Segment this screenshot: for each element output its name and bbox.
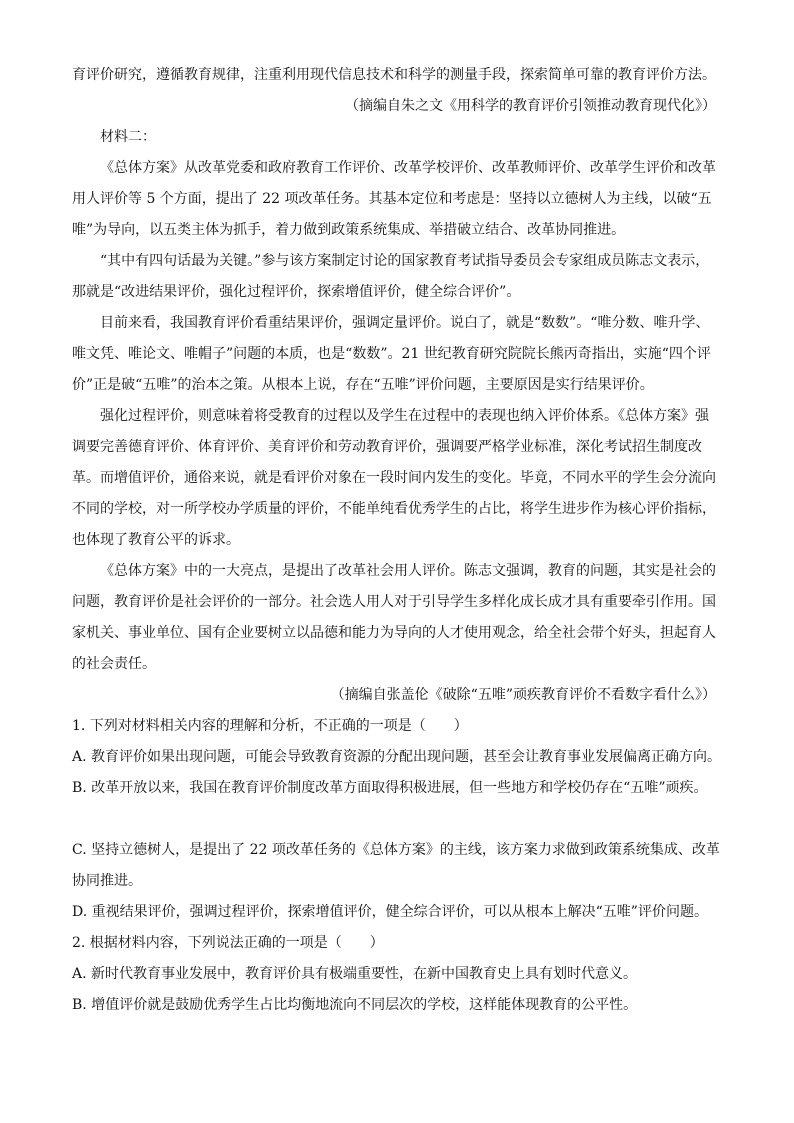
paragraph-4: 强化过程评价，则意味着将受教育的过程以及学生在过程中的表现也纳入评价体系。《总体方案》强调要完善德育评价、体育评价、美育评价和劳动教育评价，强调要严格学业标准，深化考试招生制度改革。而增值评价，通俗来说，就是看评价对象在一段时间内发生的变化。毕竟，不同水平的学生会分流向不同的学校，对一所学校办学质量的评价，不能单纯看优秀学生的占比，将学生进步作为核心评价指标，也体现了教育公平的诉求。 xyxy=(72,408,716,548)
source-citation-1: （摘编自朱之文《用科学的教育评价引领推动教育现代化》） xyxy=(345,98,716,114)
question-1: 1. 下列对材料相关内容的理解和分析，不正确的一项是（ ） xyxy=(72,718,468,734)
material-two-label: 材料二： xyxy=(100,129,156,145)
question-1-option-b: B. 改革开放以来，我国在教育评价制度改革方面取得积极进展，但一些地方和学校仍存在“五唯”顽疾。 xyxy=(72,780,708,796)
source-citation-2: （摘编自张盖伦《破除“五唯”顽疾教育评价不看数字看什么》） xyxy=(330,687,716,703)
question-1-option-d: D. 重视结果评价，强调过程评价，探索增值评价，健全综合评价，可以从根本上解决“五唯”评价问题。 xyxy=(72,904,708,920)
question-2-option-a: A. 新时代教育事业发展中，教育评价具有极端重要性，在新中国教育史上具有划时代意义。 xyxy=(72,966,638,982)
spacer xyxy=(72,804,722,835)
paragraph-continuation: 育评价研究，遵循教育规律，注重利用现代信息技术和科学的测量手段，探索简单可靠的教育评价方法。 xyxy=(72,67,716,83)
document-page xyxy=(72,60,722,1021)
paragraph-3: 目前来看，我国教育评价看重结果评价，强调定量评价。说白了，就是“数数”。“唯分数、唯升学、唯文凭、唯论文、唯帽子”问题的本质，也是“数数”。21 世纪教育研究院院长熊丙奇指出，实施“四个评价”正是破“五唯”的治本之策。从根本上说，存在“五唯”评价问题，主要原因是实行结果评价。 xyxy=(72,315,711,393)
paragraph-5: 《总体方案》中的一大亮点，是提出了改革社会用人评价。陈志文强调，教育的问题，其实是社会的问题，教育评价是社会评价的一部分。社会选人用人对于引导学生多样化成长成才具有重要牵引作用。国家机关、事业单位、国有企业要树立以品德和能力为导向的人才使用观念，给全社会带个好头，担起育人的社会责任。 xyxy=(72,563,716,672)
question-1-option-c: C. 坚持立德树人，是提出了 22 项改革任务的《总体方案》的主线，该方案力求做到政策系统集成、改革协同推进。 xyxy=(72,842,720,889)
paragraph-1: 《总体方案》从改革党委和政府教育工作评价、改革学校评价、改革教师评价、改革学生评价和改革用人评价等 5 个方面，提出了 22 项改革任务。其基本定位和考虑是：坚持以立德树人为主线，以破“五唯”为导向，以五类主体为抓手，着力做到政策系统集成、举措破立结合、改革协同推进。 xyxy=(72,160,716,238)
paragraph-2: “其中有四句话最为关键。”参与该方案制定讨论的国家教育考试指导委员会专家组成员陈志文表示，那就是“改进结果评价，强化过程评价，探索增值评价，健全综合评价”。 xyxy=(72,253,710,300)
question-2: 2. 根据材料内容，下列说法正确的一项是（ ） xyxy=(72,935,384,951)
question-1-option-a: A. 教育评价如果出现问题，可能会导致教育资源的分配出现问题，甚至会让教育事业发展偏离正确方向。 xyxy=(72,749,722,765)
question-2-option-b: B. 增值评价就是鼓励优秀学生占比均衡地流向不同层次的学校，这样能体现教育的公平性。 xyxy=(72,997,638,1013)
